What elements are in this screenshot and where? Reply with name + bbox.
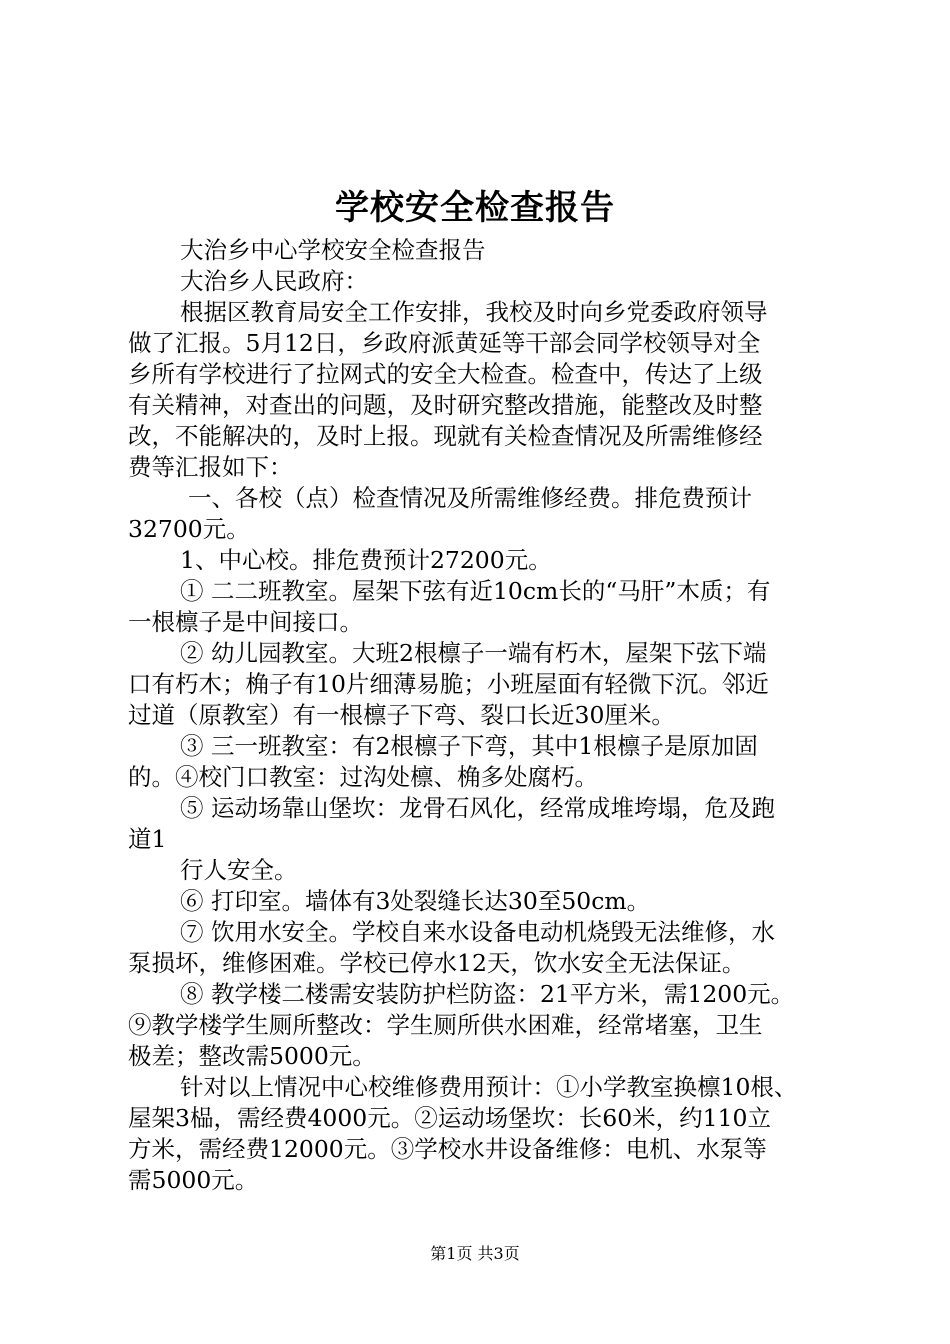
paragraph-line: ⑤ 运动场靠山堡坎：龙骨石风化，经常成堆垮塌，危及跑 xyxy=(180,794,775,822)
paragraph-line: ⑦ 饮用水安全。学校自来水设备电动机烧毁无法维修，水 xyxy=(180,918,775,946)
paragraph-line: 口有朽木；桷子有10片细薄易脆；小班屋面有轻微下沉。邻近 xyxy=(128,670,769,698)
paragraph-line: 做了汇报。5月12日，乡政府派黄延等干部会同学校领导对全 xyxy=(128,329,761,357)
paragraph-line: ⑥ 打印室。墙体有3处裂缝长达30至50cm。 xyxy=(180,887,651,915)
paragraph-line: ⑨教学楼学生厕所整改：学生厕所供水困难，经常堵塞，卫生 xyxy=(128,1011,763,1039)
paragraph-line: ⑧ 教学楼二楼需安装防护栏防盗：21平方米，需1200元。 xyxy=(180,980,795,1008)
paragraph-line: 针对以上情况中心校维修费用预计：①小学教室换檩10根、 xyxy=(180,1073,798,1101)
paragraph-line: ② 幼儿园教室。大班2根檩子一端有朽木，屋架下弦下端 xyxy=(180,639,767,667)
paragraph-line: 行人安全。 xyxy=(180,856,298,884)
paragraph-line: 泵损坏，维修困难。学校已停水12天，饮水安全无法保证。 xyxy=(128,949,746,977)
paragraph-line: ① 二二班教室。屋架下弦有近10cm长的“马肝”木质；有 xyxy=(180,577,771,605)
document-body xyxy=(128,235,838,1196)
paragraph-line: 的。④校门口教室：过沟处檩、桷多处腐朽。 xyxy=(128,763,598,791)
paragraph-line: 大治乡中心学校安全检查报告 xyxy=(180,236,486,264)
paragraph-line: 方米，需经费12000元。③学校水井设备维修：电机、水泵等 xyxy=(128,1135,767,1163)
paragraph-line: ③ 三一班教室：有2根檩子下弯，其中1根檩子是原加固 xyxy=(180,732,758,760)
document-title: 学校安全检查报告 xyxy=(335,188,615,228)
paragraph-line: 过道（原教室）有一根檩子下弯、裂口长近30厘米。 xyxy=(128,701,675,729)
paragraph-line: 改，不能解决的，及时上报。现就有关检查情况及所需维修经 xyxy=(128,422,763,450)
paragraph-line: 根据区教育局安全工作安排，我校及时向乡党委政府领导 xyxy=(180,298,768,326)
paragraph-line: 屋架3榀，需经费4000元。②运动场堡坎：长60米，约110立 xyxy=(128,1104,772,1132)
paragraph-line: 道1 xyxy=(128,825,167,853)
page-footer: 第1页 共3页 xyxy=(430,1244,520,1263)
paragraph-line: 大治乡人民政府： xyxy=(180,267,368,295)
paragraph-line: 费等汇报如下： xyxy=(128,453,293,481)
paragraph-line: 有关精神，对查出的问题，及时研究整改措施，能整改及时整 xyxy=(128,391,763,419)
paragraph-line: 32700元。 xyxy=(128,515,250,543)
paragraph-line: 需5000元。 xyxy=(128,1166,259,1194)
paragraph-line: 一、各校（点）检查情况及所需维修经费。排危费预计 xyxy=(188,484,752,512)
paragraph-line: 乡所有学校进行了拉网式的安全大检查。检查中，传达了上级 xyxy=(128,360,763,388)
paragraph-line: 1、中心校。排危费预计27200元。 xyxy=(180,546,552,574)
paragraph-line: 一根檩子是中间接口。 xyxy=(128,608,363,636)
paragraph-line: 极差；整改需5000元。 xyxy=(128,1042,376,1070)
